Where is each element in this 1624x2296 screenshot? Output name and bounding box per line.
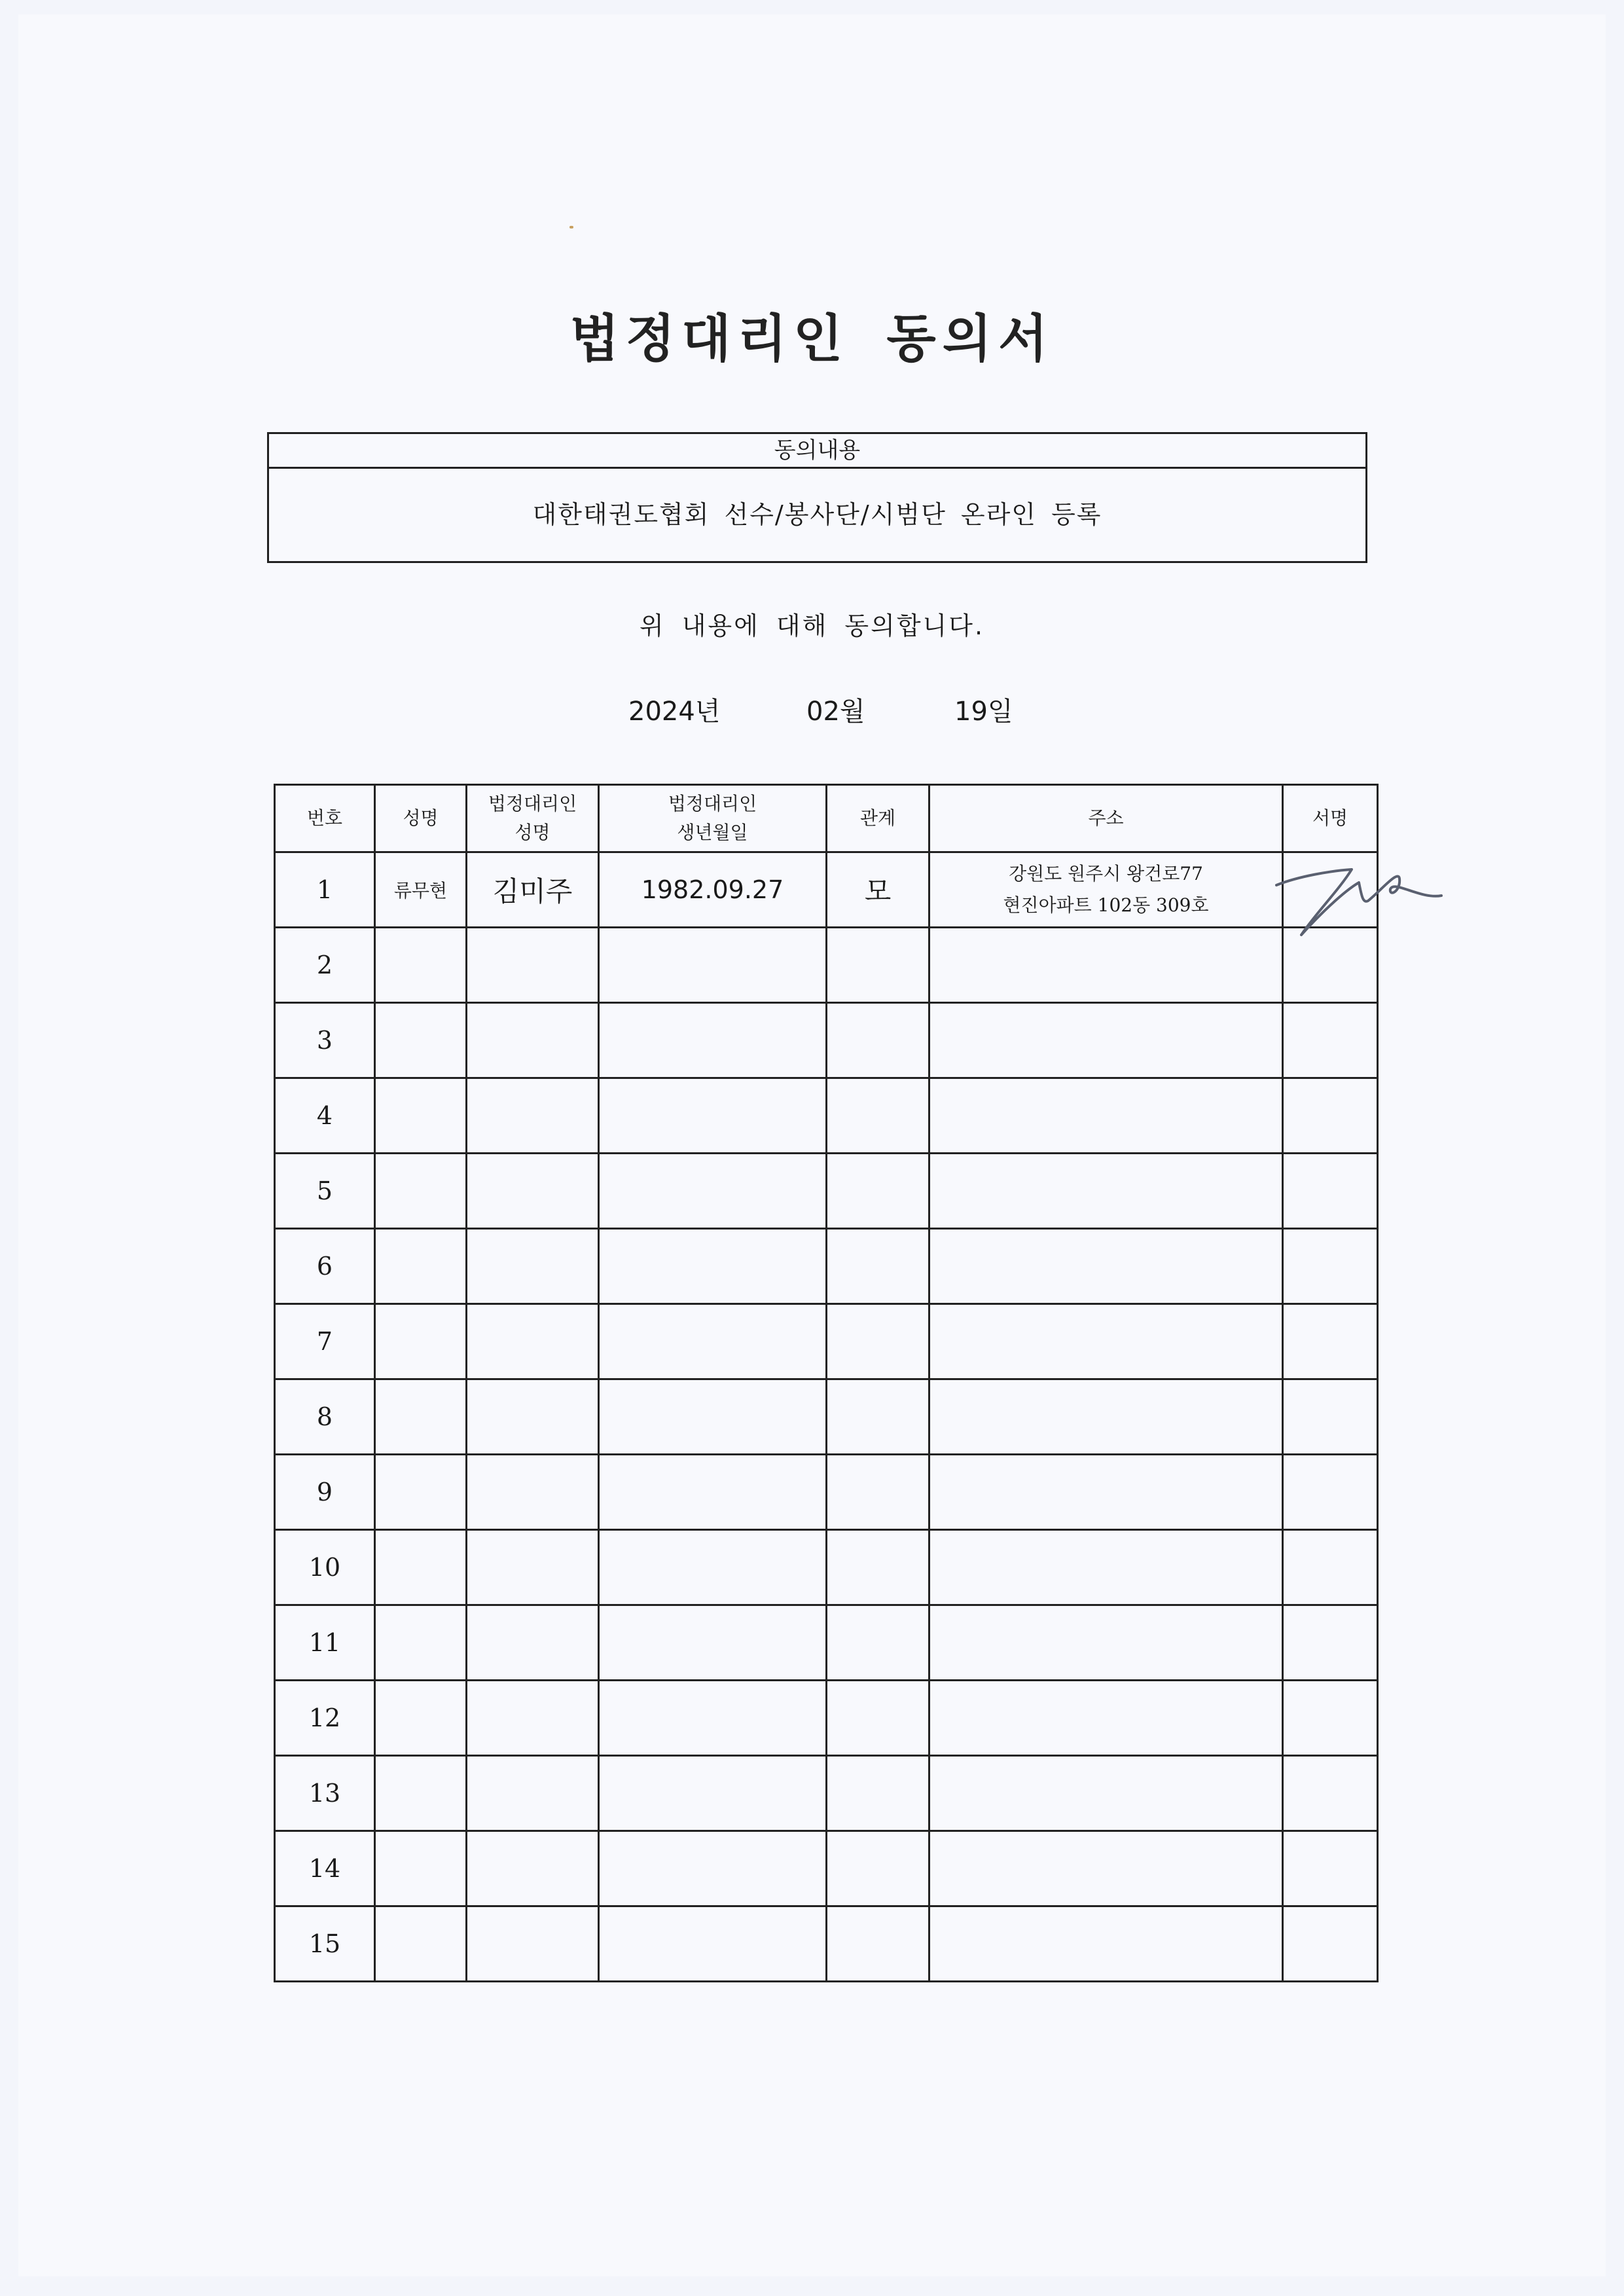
cell-guardian	[467, 1304, 599, 1379]
cell-no: 3	[275, 1003, 375, 1078]
cell-name	[375, 1756, 467, 1831]
cell-name	[375, 1229, 467, 1304]
cell-address	[929, 1681, 1283, 1756]
table-row	[275, 1154, 1378, 1229]
header-name: 성명	[375, 785, 467, 852]
cell-name	[375, 928, 467, 1003]
cell-birth	[599, 1229, 827, 1304]
cell-guardian	[467, 1229, 599, 1304]
table-row	[275, 1229, 1378, 1304]
cell-no: 6	[275, 1229, 375, 1304]
cell-guardian	[467, 928, 599, 1003]
cell-signature	[1283, 1229, 1378, 1304]
cell-birth	[599, 1003, 827, 1078]
table-row	[275, 1078, 1378, 1154]
cell-guardian	[467, 1379, 599, 1455]
cell-no: 10	[275, 1530, 375, 1605]
cell-name	[375, 1078, 467, 1154]
cell-guardian	[467, 1605, 599, 1681]
cell-name	[375, 1003, 467, 1078]
header-guardian-birth-line1: 법정대리인	[668, 793, 757, 814]
cell-relation	[827, 1756, 929, 1831]
cell-no: 4	[275, 1078, 375, 1154]
cell-birth: 1982.09.27	[599, 852, 827, 928]
header-no: 번호	[275, 785, 375, 852]
cell-address	[929, 1756, 1283, 1831]
cell-signature	[1283, 1831, 1378, 1906]
cell-relation	[827, 1154, 929, 1229]
cell-relation	[827, 928, 929, 1003]
cell-birth	[599, 1530, 827, 1605]
cell-no: 13	[275, 1756, 375, 1831]
cell-guardian	[467, 1154, 599, 1229]
cell-signature	[1283, 1681, 1378, 1756]
table-row	[275, 1304, 1378, 1379]
speck-mark	[569, 226, 573, 228]
cell-relation	[827, 1078, 929, 1154]
cell-relation	[827, 1530, 929, 1605]
table-row	[275, 1605, 1378, 1681]
cell-relation	[827, 1831, 929, 1906]
consent-content-box	[267, 432, 1367, 563]
header-guardian-birth	[599, 785, 827, 852]
table-row	[275, 1756, 1378, 1831]
consent-body: 대한태권도협회 선수/봉사단/시범단 온라인 등록	[532, 500, 1102, 529]
header-relation: 관계	[827, 785, 929, 852]
header-guardian-name	[467, 785, 599, 852]
table-row	[275, 1379, 1378, 1455]
cell-guardian	[467, 1831, 599, 1906]
cell-name: 류무현	[375, 852, 467, 928]
cell-birth	[599, 1831, 827, 1906]
cell-no: 5	[275, 1154, 375, 1229]
cell-name	[375, 1530, 467, 1605]
table-header-row	[275, 785, 1378, 852]
cell-no: 12	[275, 1681, 375, 1756]
cell-address	[929, 1078, 1283, 1154]
address-line1: 강원도 원주시 왕건로77	[1009, 863, 1203, 884]
table-row	[275, 928, 1378, 1003]
document-title: 법정대리인 동의서	[569, 309, 1055, 369]
table-row	[275, 1681, 1378, 1756]
cell-signature	[1283, 1078, 1378, 1154]
table-row	[275, 1003, 1378, 1078]
cell-name	[375, 1154, 467, 1229]
date-day: 19일	[954, 697, 1013, 727]
cell-birth	[599, 1379, 827, 1455]
cell-relation	[827, 1681, 929, 1756]
cell-birth	[599, 928, 827, 1003]
cell-address	[929, 1906, 1283, 1982]
cell-address	[929, 1379, 1283, 1455]
cell-no: 8	[275, 1379, 375, 1455]
cell-birth	[599, 1455, 827, 1530]
cell-name	[375, 1455, 467, 1530]
consent-header: 동의내용	[269, 434, 1365, 469]
cell-guardian	[467, 1906, 599, 1982]
cell-signature	[1283, 1756, 1378, 1831]
cell-name	[375, 1831, 467, 1906]
cell-guardian	[467, 1078, 599, 1154]
table-row	[275, 1455, 1378, 1530]
cell-birth	[599, 1906, 827, 1982]
cell-birth	[599, 1681, 827, 1756]
cell-address	[929, 1154, 1283, 1229]
signature-stroke	[1276, 869, 1441, 935]
cell-signature	[1283, 1003, 1378, 1078]
cell-relation	[827, 1229, 929, 1304]
header-guardian-name-line1: 법정대리인	[488, 793, 577, 814]
cell-relation	[827, 1003, 929, 1078]
table-row	[275, 1906, 1378, 1982]
cell-signature	[1283, 1455, 1378, 1530]
cell-no: 1	[275, 852, 375, 928]
header-signature: 서명	[1283, 785, 1378, 852]
table-row	[275, 1530, 1378, 1605]
date-month: 02월	[806, 697, 865, 727]
cell-address	[929, 1304, 1283, 1379]
cell-birth	[599, 1756, 827, 1831]
header-guardian-birth-line2: 생년월일	[677, 822, 748, 843]
cell-guardian	[467, 1530, 599, 1605]
cell-address	[929, 1455, 1283, 1530]
cell-address	[929, 1530, 1283, 1605]
cell-signature	[1283, 1605, 1378, 1681]
cell-address	[929, 1003, 1283, 1078]
handwritten-signature	[1270, 851, 1447, 943]
cell-address	[929, 1229, 1283, 1304]
cell-no: 7	[275, 1304, 375, 1379]
agreement-statement: 위 내용에 대해 동의합니다.	[639, 611, 985, 640]
cell-relation	[827, 1605, 929, 1681]
cell-no: 14	[275, 1831, 375, 1906]
cell-signature	[1283, 1304, 1378, 1379]
cell-relation	[827, 1455, 929, 1530]
cell-no: 15	[275, 1906, 375, 1982]
cell-address	[929, 928, 1283, 1003]
cell-name	[375, 1906, 467, 1982]
cell-guardian: 김미주	[467, 852, 599, 928]
cell-signature	[1283, 1530, 1378, 1605]
cell-signature	[1283, 1154, 1378, 1229]
cell-birth	[599, 1605, 827, 1681]
cell-no: 9	[275, 1455, 375, 1530]
cell-relation: 모	[827, 852, 929, 928]
cell-name	[375, 1304, 467, 1379]
cell-signature	[1283, 1379, 1378, 1455]
cell-name	[375, 1379, 467, 1455]
cell-guardian	[467, 1756, 599, 1831]
cell-birth	[599, 1078, 827, 1154]
cell-name	[375, 1681, 467, 1756]
cell-signature	[1283, 1906, 1378, 1982]
table-row	[275, 852, 1378, 928]
cell-relation	[827, 1379, 929, 1455]
guardian-table	[274, 784, 1379, 1982]
cell-guardian	[467, 1455, 599, 1530]
address-line2: 현진아파트 102동 309호	[1003, 894, 1209, 916]
cell-birth	[599, 1304, 827, 1379]
table-row	[275, 1831, 1378, 1906]
cell-name	[375, 1605, 467, 1681]
cell-relation	[827, 1304, 929, 1379]
cell-guardian	[467, 1003, 599, 1078]
cell-relation	[827, 1906, 929, 1982]
header-address: 주소	[929, 785, 1283, 852]
cell-guardian	[467, 1681, 599, 1756]
cell-no: 11	[275, 1605, 375, 1681]
cell-address	[929, 1831, 1283, 1906]
cell-no: 2	[275, 928, 375, 1003]
date-year: 2024년	[628, 697, 721, 727]
cell-birth	[599, 1154, 827, 1229]
header-guardian-name-line2: 성명	[514, 822, 550, 843]
cell-address	[929, 852, 1283, 928]
cell-address	[929, 1605, 1283, 1681]
